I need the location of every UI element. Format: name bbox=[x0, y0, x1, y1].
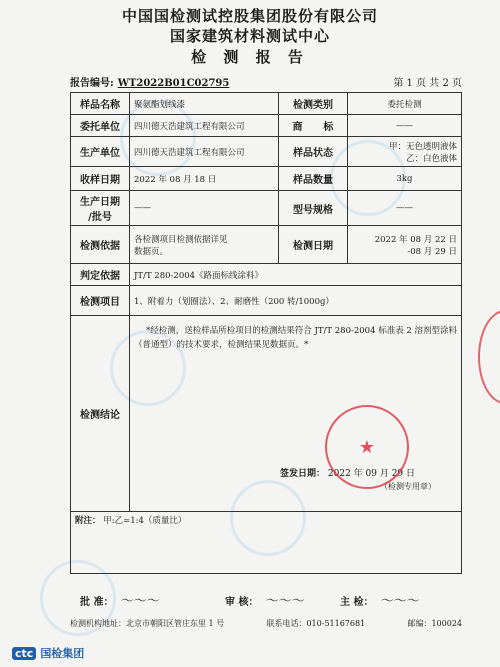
label-received-date: 收样日期 bbox=[71, 167, 130, 191]
approve-signature: 批 准： 〜〜〜 bbox=[80, 594, 159, 609]
issue-date: 2022 年 09 月 29 日 bbox=[327, 469, 416, 479]
conclusion-cell bbox=[130, 316, 462, 512]
star-icon: ★ bbox=[358, 436, 376, 458]
value-sample-name: 聚氨酯划线漆 bbox=[130, 93, 279, 115]
handwritten-signature: 〜〜〜 bbox=[119, 594, 159, 609]
telephone: 联系电话：010-51167681 bbox=[266, 619, 366, 628]
page-info: 第 1 页 共 2 页 bbox=[393, 78, 462, 89]
remark-cell bbox=[71, 512, 462, 574]
seal-note: （检测专用章） bbox=[380, 482, 436, 491]
center-name: 国家建筑材料测试中心 bbox=[169, 27, 330, 45]
label-client: 委托单位 bbox=[71, 115, 130, 137]
report-table bbox=[70, 92, 462, 574]
value-test-date: 2022 年 08 月 22 日 -08 月 29 日 bbox=[348, 226, 462, 264]
zip-code: 邮编：100024 bbox=[407, 619, 462, 628]
value-quantity: 3kg bbox=[348, 167, 462, 191]
label-producer: 生产单位 bbox=[71, 137, 130, 167]
label-sample-state: 样品状态 bbox=[279, 137, 348, 167]
company-logo bbox=[12, 645, 84, 661]
label-model: 型号规格 bbox=[279, 191, 348, 226]
value-producer: 四川德天浩建筑工程有限公司 bbox=[130, 137, 279, 167]
main-inspector-signature: 主 检： 〜〜〜 bbox=[340, 594, 419, 609]
logo-text: 国检集团 bbox=[40, 647, 85, 660]
document-header bbox=[0, 6, 500, 68]
report-number: 报告编号: WT2022B01C02795 bbox=[70, 78, 230, 89]
handwritten-signature: 〜〜〜 bbox=[264, 594, 304, 609]
review-signature: 审 核： 〜〜〜 bbox=[225, 594, 304, 609]
label-judgment-basis: 判定依据 bbox=[71, 264, 130, 286]
value-conclusion: *经检测，送检样品所检项目的检测结果符合 JT/T 280-2004 标准表 2 溶剂型涂料（普通型）的技术要求，检测结果见数据页。* bbox=[134, 326, 458, 350]
value-sample-state: 甲：无色透明液体 乙：白色液体 bbox=[348, 137, 462, 167]
label-production-date: 生产日期 /批号 bbox=[71, 191, 130, 226]
label-test-items: 检测项目 bbox=[71, 286, 130, 316]
remark-label: 附注： bbox=[75, 516, 101, 526]
label-test-date: 检测日期 bbox=[279, 226, 348, 264]
value-received-date: 2022 年 08 月 18 日 bbox=[130, 167, 279, 191]
red-seal-edge bbox=[478, 310, 500, 404]
value-model: —— bbox=[348, 191, 462, 226]
value-client: 四川德天浩建筑工程有限公司 bbox=[130, 115, 279, 137]
red-seal bbox=[325, 405, 409, 489]
handwritten-signature: 〜〜〜 bbox=[379, 594, 419, 609]
label-conclusion: 检测结论 bbox=[71, 316, 130, 512]
value-test-basis: 各检测项目检测依据详见 数据页。 bbox=[130, 226, 279, 264]
address: 检测机构地址：北京市朝阳区管庄东里 1 号 bbox=[70, 619, 225, 628]
remark-value: 甲:乙=1:4（质量比） bbox=[103, 516, 187, 526]
label-quantity: 样品数量 bbox=[279, 167, 348, 191]
value-production-date: —— bbox=[130, 191, 279, 226]
value-test-type: 委托检测 bbox=[348, 93, 462, 115]
logo-mark: ctc bbox=[12, 647, 36, 660]
label-test-type: 检测类别 bbox=[279, 93, 348, 115]
issue-date-label: 签发日期： bbox=[280, 469, 326, 479]
value-judgment-basis: JT/T 280-2004《路面标线涂料》 bbox=[130, 264, 462, 286]
contact-line bbox=[70, 618, 462, 629]
company-name: 中国国检测试控股集团股份有限公司 bbox=[121, 7, 378, 25]
value-test-items: 1、附着力（划圈法）、2、耐磨性（200 转/1000g） bbox=[130, 286, 462, 316]
label-test-basis: 检测依据 bbox=[71, 226, 130, 264]
label-sample-name: 样品名称 bbox=[71, 93, 130, 115]
value-trademark: —— bbox=[348, 115, 462, 137]
document-title: 检 测 报 告 bbox=[191, 48, 309, 66]
label-trademark: 商 标 bbox=[279, 115, 348, 137]
